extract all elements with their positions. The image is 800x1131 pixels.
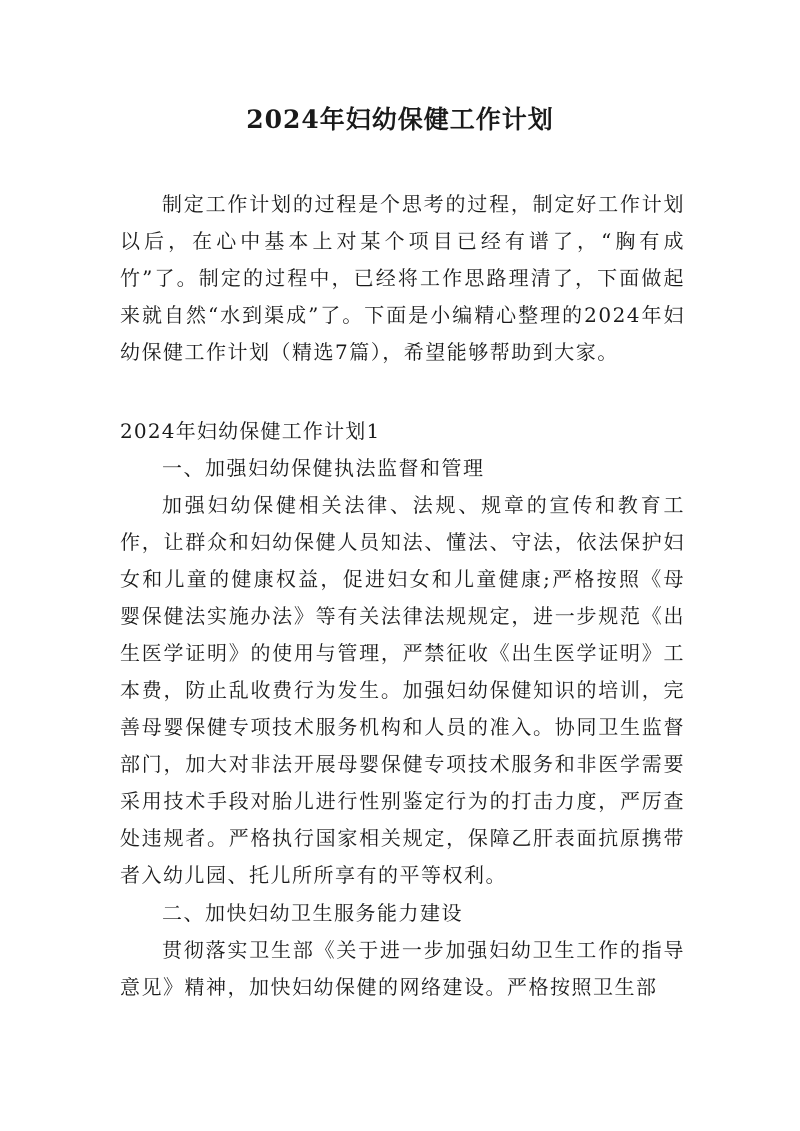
intro-paragraph: 制定工作计划的过程是个思考的过程，制定好工作计划以后，在心中基本上对某个项目已经有谱了，“胸有成竹”了。制定的过程中，已经将工作思路理清了，下面做起来就自然“水到渠成”了。下面是小编精心整理的2024年妇幼保健工作计划（精选7篇），希望能够帮助到大家。 xyxy=(120,192,685,364)
section-title: 2024年妇幼保健工作计划1 xyxy=(120,419,381,443)
document-title: 2024年妇幼保健工作计划 xyxy=(246,105,554,134)
section-heading-1: 一、加强妇幼保健执法监督和管理 xyxy=(162,456,485,480)
paragraph-1: 加强妇幼保健相关法律、法规、规章的宣传和教育工作，让群众和妇幼保健人员知法、懂法、守法，依法保护妇女和儿童的健康权益，促进妇女和儿童健康;严格按照《母婴保健法实施办法》等有关法律法规规定，进一步规范《出生医学证明》的使用与管理，严禁征收《出生医学证明》工本费，防止乱收费行为发生。加强妇幼保健知识的培训，完善母婴保健专项技术服务机构和人员的准入。协同卫生监督部门，加大对非法开展母婴保健专项技术服务和非医学需要采用技术手段对胎儿进行性别鉴定行为的打击力度，严厉查处违规者。严格执行国家相关规定，保障乙肝表面抗原携带者入幼儿园、托儿所所享有的平等权利。 xyxy=(120,493,685,887)
section-heading-2: 二、加快妇幼卫生服务能力建设 xyxy=(162,901,463,925)
paragraph-2: 贯彻落实卫生部《关于进一步加强妇幼卫生工作的指导意见》精神，加快妇幼保健的网络建设。严格按照卫生部 xyxy=(120,938,685,999)
